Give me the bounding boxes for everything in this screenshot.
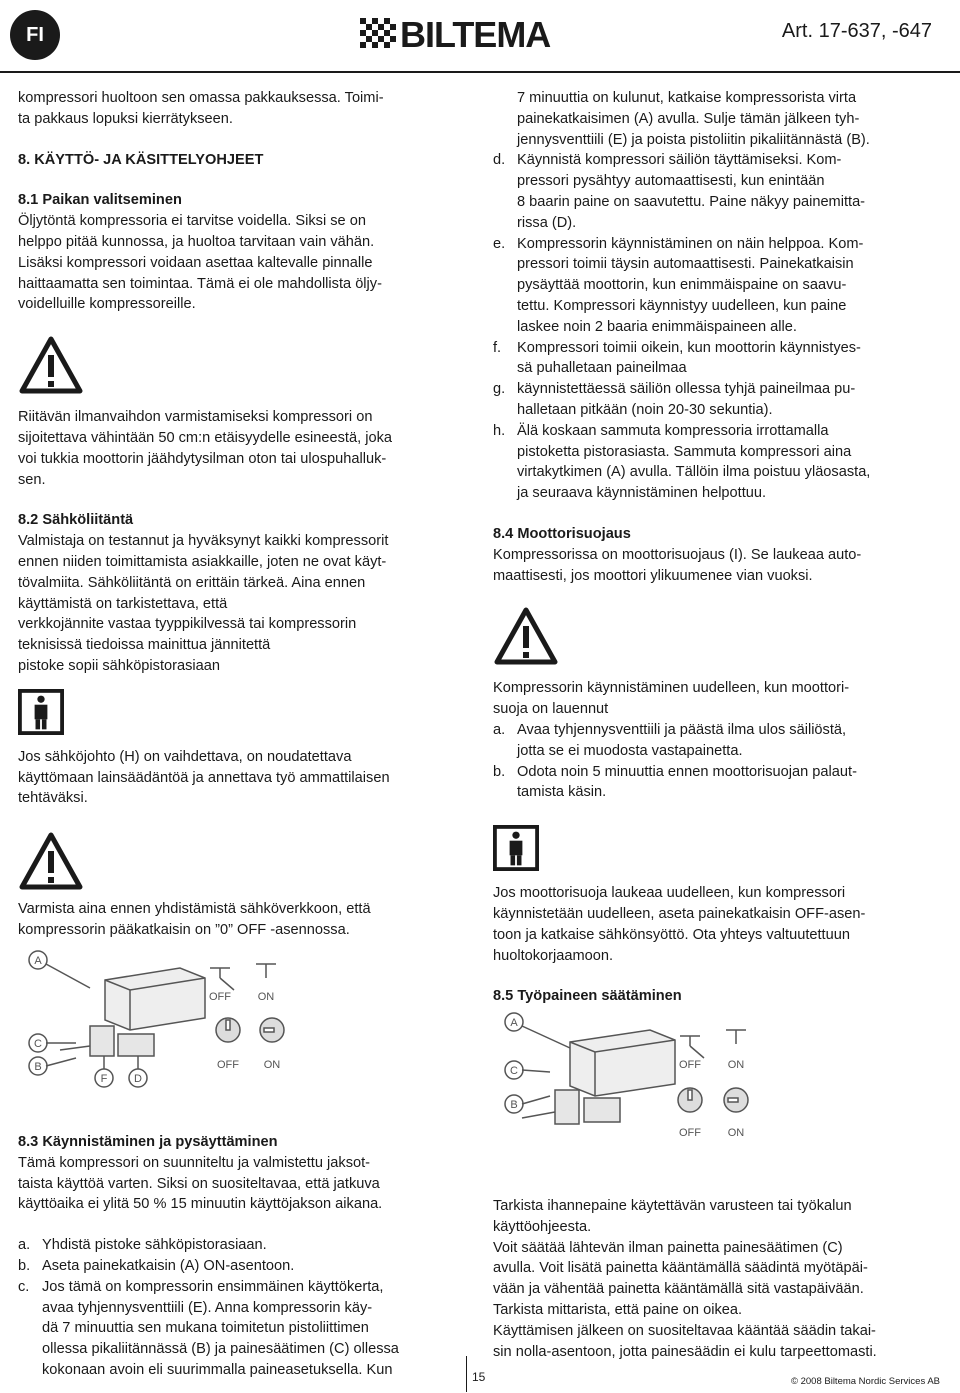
left-column [18,88,463,941]
start-steps-continued [493,150,948,504]
callout-b: B [34,1061,42,1073]
intro-text: kompressori huoltoon sen omassa pakkauksessa. Toimi- ta pakkaus lopuksi kierrätykseen. [18,90,384,127]
section-8-1-title: 8.1 Paikan valitseminen [18,192,182,209]
section-8-3-title: 8.3 Käynnistäminen ja pysäyttäminen [18,1134,278,1150]
warning-icon [18,335,84,395]
list-item: a. Yhdistä pistoke sähköpistorasiaan. [18,1237,267,1254]
section-8-title: 8. KÄYTTÖ- JA KÄSITTELYOHJEET [18,151,264,168]
callout-d: D [134,1073,142,1085]
callout-c: C [510,1065,518,1077]
list-item: e. Kompressorin käynnistäminen on näin helppoa. Kom- pressori toimii täysin automaattisesti. Painekatkaisin pysäyttää moottorin, kun enimmäispaine on saavu- tettu. Kompressori käynnistyy uudelleen, kun paine laskee noin 2 baaria enimmäispaineen alle. [493,235,864,335]
section-8-5-body [493,1196,948,1362]
page-header [0,0,960,72]
section-8-2-title: 8.2 Sähköliitäntä [18,512,134,529]
warning-icon [18,831,84,891]
start-steps [18,1235,463,1381]
off-label: OFF [209,991,231,1003]
section-8-2-text: Valmistaja on testannut ja hyväksynyt kaikki kompressorit ennen niiden toimittamista asiakkaille, joten ne ovat käyt- tövalmiita. Sähköliitäntä on erittäin tärkeä. Aina ennen käyttämistä on tarkistettava, että verkkojännite vastaa tyyppikilvessä tai kompressorin teknisissä tiedoissa mainittua jännitettä pistoke sopii sähköpistorasiaan [18,533,389,674]
list-item: a. Avaa tyhjennysventtiili ja päästä ilma ulos säiliöstä, jotta se ei muodosta vastapainetta. [493,721,847,759]
logo-text: BILTEMA [400,14,551,50]
technician-icon [18,689,64,735]
warning-icon [493,606,559,666]
off-label: OFF [679,1127,701,1139]
callout-a: A [510,1017,518,1029]
biltema-logo [360,14,600,50]
section-8-1-text: Öljytöntä kompressoria ei tarvitse voidella. Siksi se on helppo pitää kunnossa, ja huoltoa tarvitaan vain vähän. Lisäksi kompressori voidaan asettaa kaltevalle pinnalle haittaamatta sen toimintaa. Tämä ei ole mahdollista öljy- voidelluille kompressoreille. [18,213,382,313]
on-label: ON [257,991,275,1003]
list-item: g. käynnistettäessä säiliön ollessa tyhjä paineilmaa pu- halletaan pitkään (noin 20-30 sekuntia). [493,381,856,418]
list-item: f. Kompressori toimii oikein, kun moottorin käynnistyes- sä puhalletaan paineilmaa [493,339,861,377]
section-8-5-title: 8.5 Työpaineen säätäminen [493,988,682,1005]
motor-protection-warning: Kompressorin käynnistäminen uudelleen, kun moottori- suoja on lauennut [493,680,850,718]
on-label: ON [263,1059,281,1071]
off-label: OFF [217,1059,239,1071]
callout-c: C [34,1038,42,1050]
list-item: c. Jos tämä on kompressorin ensimmäinen käyttökerta, avaa tyhjennysventtiili (E). Anna kompressorin käy- dä 7 minuuttia sen mukana toimitetun pistoliittimen ollessa pikaliitännässä (B) ja painesäätimen (C) ollessa kokonaan avoin eli suurimmalla paineasetuksella. Kun [18,1278,399,1378]
pressure-regulator-illustration [500,1008,800,1176]
list-item: d. Käynnistä kompressori säiliön täyttämiseksi. Kom- pressori pysähtyy automaattisesti, kun enintään 8 baarin paine on saavutettu. Paine näkyy painemitta- rissa (D). [493,152,866,231]
on-label: ON [727,1127,745,1139]
list-item: b. Aseta painekatkaisin (A) ON-asentoon. [18,1257,295,1274]
pressure-switch-illustration [20,948,340,1108]
power-cord-note: Jos sähköjohto (H) on vaihdettava, on noudatettava käyttömaan lainsäädäntöä ja annettava työ ammattilaisen tehtäväksi. [18,748,390,807]
technician-icon [493,825,539,871]
list-item: h. Älä koskaan sammuta kompressoria irrottamalla pistoketta pistorasiasta. Sammuta kompressori aina virtakytkimen (A) avulla. Tällöin ilma poistuu yläosasta, ja seuraava käynnistäminen helpottuu. [493,422,871,502]
section-8-5-text: Tarkista ihannepaine käytettävän varusteen tai työkalun käyttöohjeesta. Voit säätää lähtevän ilman painetta painesäätimen (C) avulla. Voit lisätä painetta kääntämällä säädintä myötäpäi- vään ja vähentää painetta kääntämällä sitä vastapäivään. Tarkista mittarista, että paine on oikea. Käyttämisen jälkeen on suositeltavaa kääntää säädin takai- sin nolla-asentoon, jotta painesäädin ei kulu tarpeettomasti. [493,1198,877,1360]
copyright: © 2008 Biltema Nordic Services AB [790,1376,940,1387]
section-8-4-text: Kompressorissa on moottorisuojaus (I). Se laukeaa auto- maattisesti, jos moottori ylikuumenee vian vuoksi. [493,546,862,584]
on-label: ON [727,1059,745,1071]
section-8-3 [18,1132,463,1381]
section-8-3-text: Tämä kompressori on suunniteltu ja valmistettu jaksot- taista käyttöä varten. Siksi on suositeltavaa, että jatkuva käyttöaika ei ylitä 50 % 15 minuutin käyttöjakson aikana. [18,1154,383,1213]
restart-steps [493,720,948,803]
section-8-4-title: 8.4 Moottorisuojaus [493,525,631,542]
article-number: Art. 17-637, -647 [781,20,932,42]
step-c-continuation: 7 minuuttia on kulunut, katkaise kompressorista virta painekatkaisimen (A) avulla. Sulje tämän jälkeen tyh- jennysventtiili (E) ja poista pistoliitin pikaliitännästä (B). [517,90,870,148]
off-label: OFF [679,1059,701,1071]
callout-a: A [34,955,42,967]
footer-divider [466,1356,467,1392]
service-note: Jos moottorisuoja laukeaa uudelleen, kun kompressori käynnistetään uudelleen, aseta painekatkaisin OFF-asen- toon ja katkaise sähkönsyöttö. Ota yhteys valtuutettuun huoltokorjaamoon. [493,885,866,964]
list-item: b. Odota noin 5 minuuttia ennen moottorisuojan palaut- tamista käsin. [493,763,857,801]
page-number: 15 [472,1370,486,1384]
header-divider [0,71,960,73]
language-badge: FI [10,10,60,60]
callout-f: F [100,1073,108,1085]
main-switch-warning: Varmista aina ennen yhdistämistä sähköverkkoon, että kompressorin pääkatkaisin on ”0” OFF -asennossa. [18,901,371,938]
callout-b: B [510,1099,518,1111]
ventilation-warning: Riitävän ilmanvaihdon varmistamiseksi kompressori on sijoitettava vähintään 50 cm:n etäisyydelle esineestä, joka voi tukkia moottorin jäähdytysilman oton tai ulospuhalluk- sen. [18,409,392,488]
right-column [493,88,948,1007]
